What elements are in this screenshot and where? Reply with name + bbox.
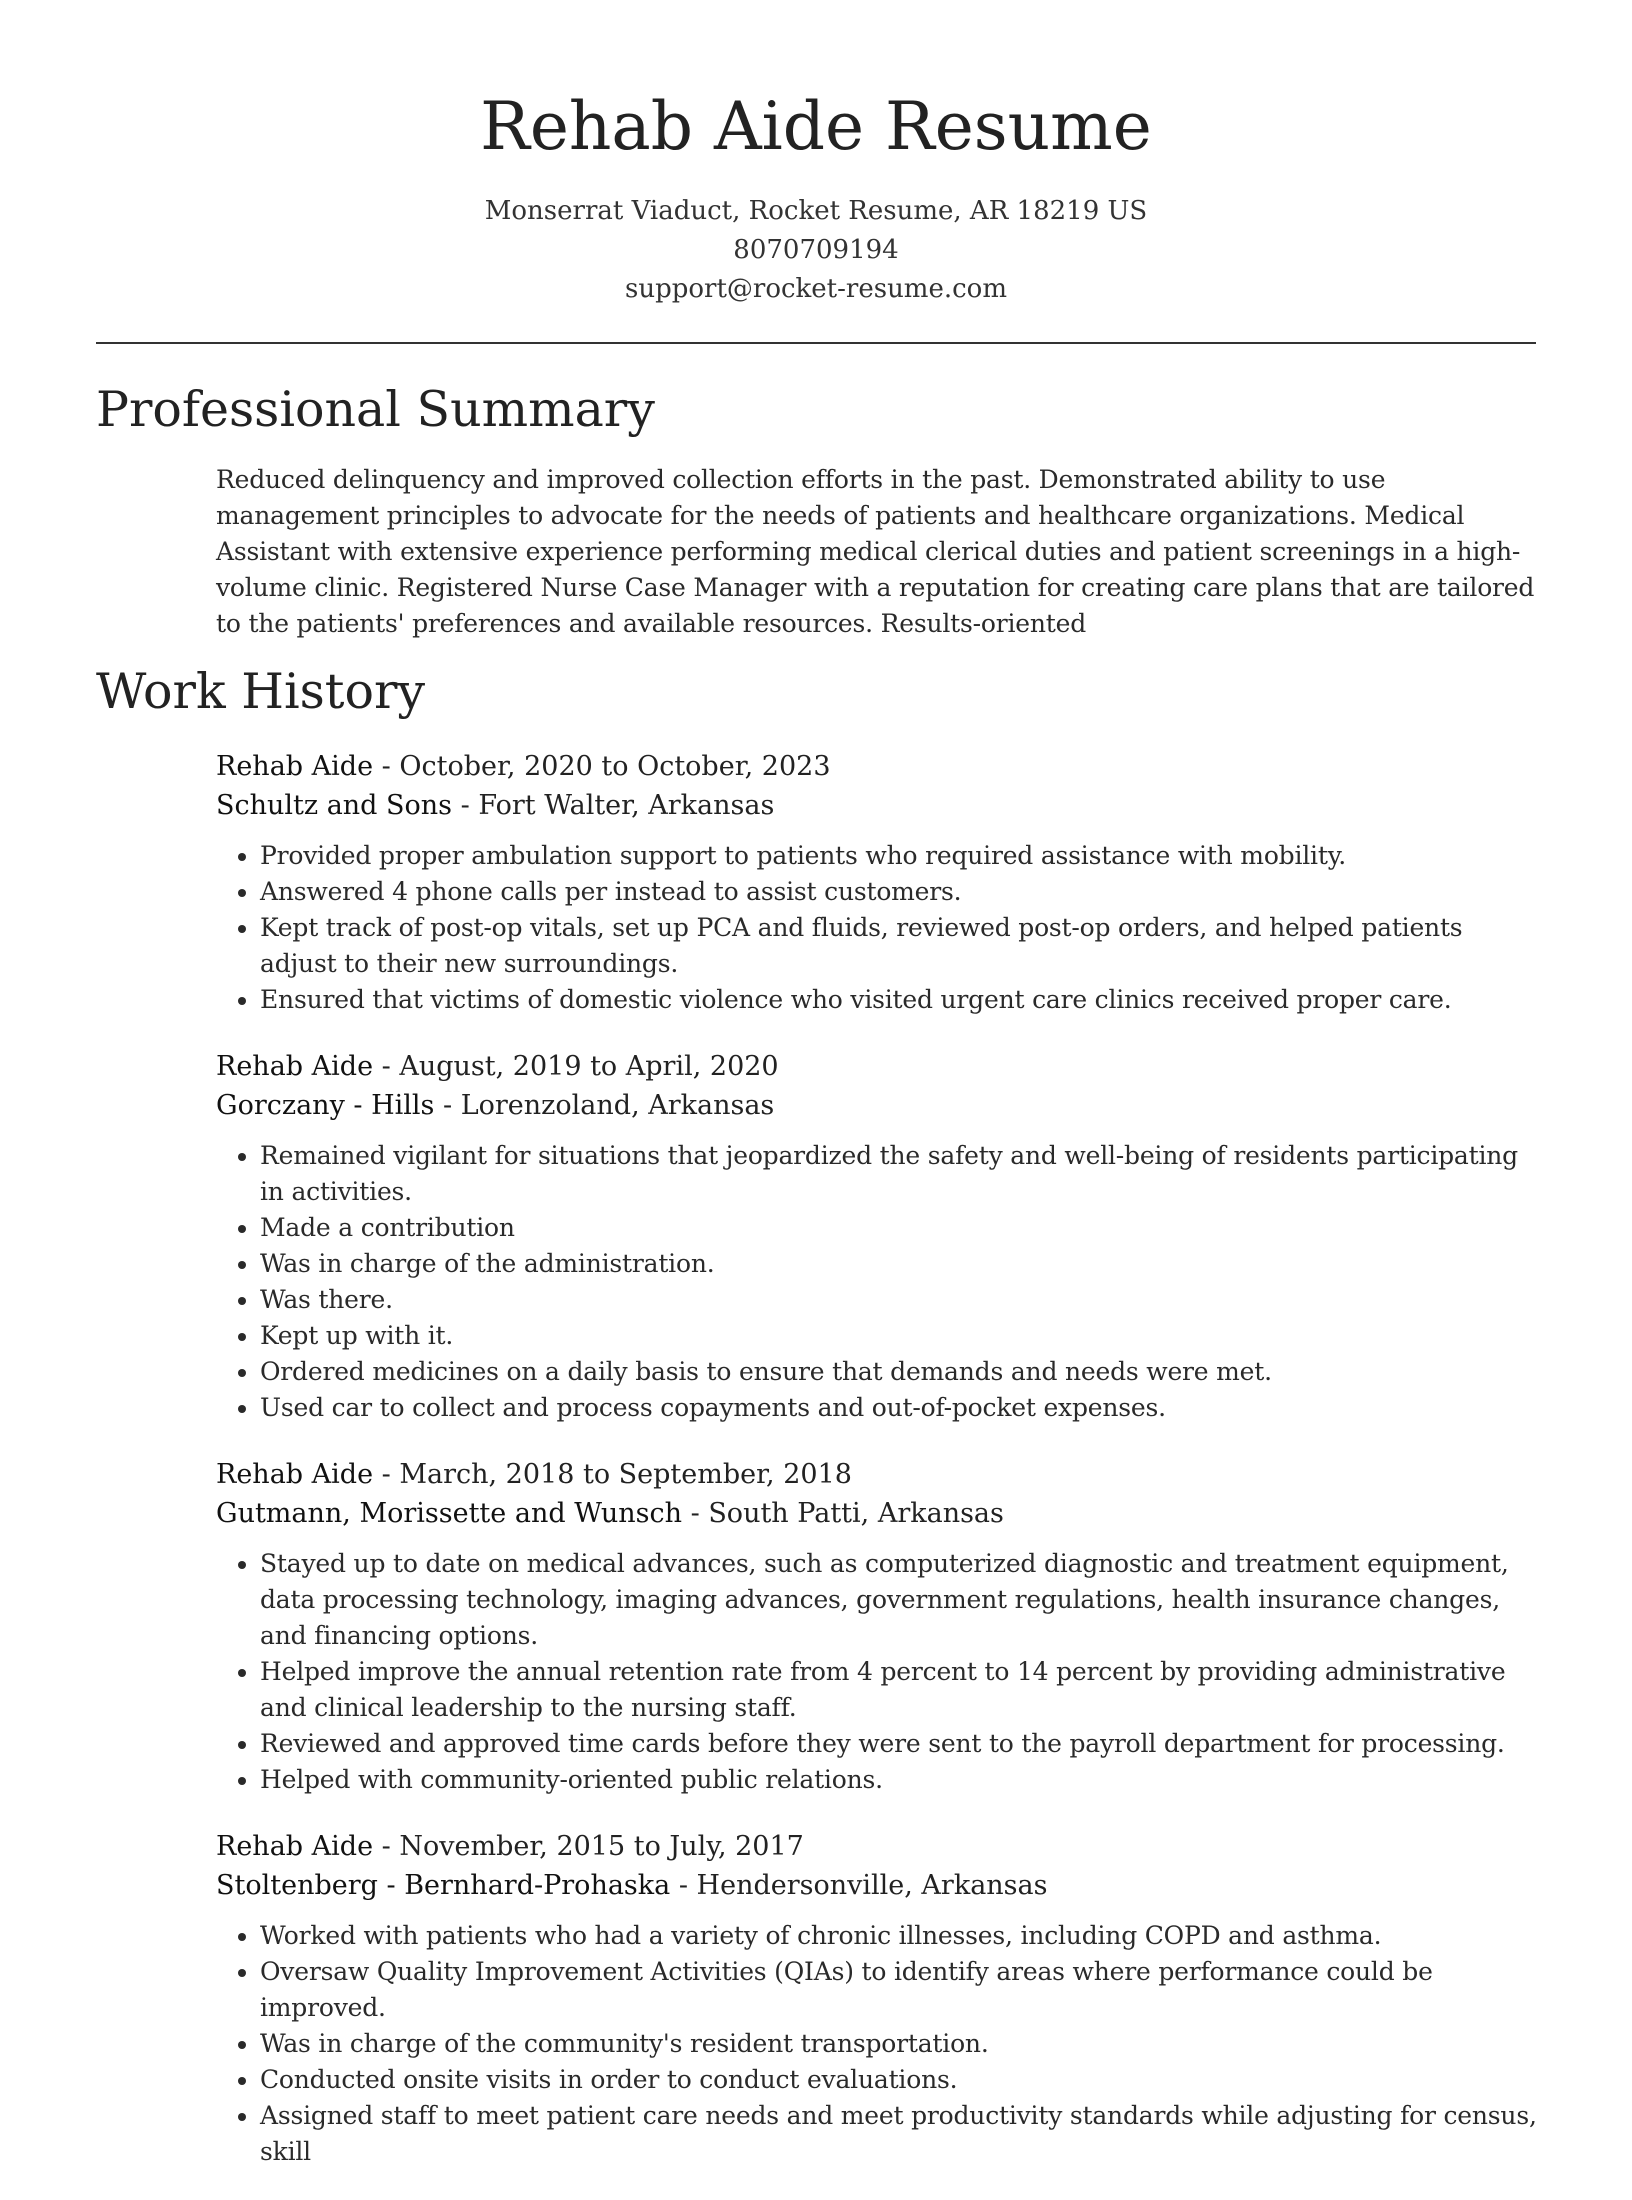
job-bullet: • Helped with community-oriented public relations. <box>260 1762 1546 1798</box>
job-bullet: • Was in charge of the administration. <box>260 1246 1546 1282</box>
work-history-heading: Work History <box>96 663 426 720</box>
job-company: Gutmann, Morissette and Wunsch <box>216 1498 683 1529</box>
separator: - <box>373 1051 400 1082</box>
job-bullet: • Conducted onsite visits in order to conduct evaluations. <box>260 2062 1546 2098</box>
contact-email: support@rocket-resume.com <box>624 274 1007 304</box>
job-bullet: • Ensured that victims of domestic violence who visited urgent care clinics received proper care. <box>260 982 1546 1018</box>
separator: - <box>434 1090 461 1121</box>
job-bullet: • Remained vigilant for situations that jeopardized the safety and well-being of residents participating in activities. <box>260 1138 1546 1210</box>
job-role: Rehab Aide <box>216 751 374 782</box>
job-bullet: • Used car to collect and process copayments and out-of-pocket expenses. <box>260 1390 1546 1426</box>
resume-header <box>0 0 1632 309</box>
job-company: Gorczany - Hills <box>216 1090 435 1121</box>
separator: - <box>373 751 400 782</box>
contact-phone: 8070709194 <box>733 235 899 265</box>
job-title-line <box>216 1828 1546 1866</box>
job-bullet: • Worked with patients who had a variety of chronic illnesses, including COPD and asthma. <box>260 1918 1546 1954</box>
job-location: South Patti, Arkansas <box>708 1498 1004 1529</box>
job-role: Rehab Aide <box>216 1459 374 1490</box>
separator: - <box>670 1870 697 1901</box>
job-company-line <box>216 1866 1546 1906</box>
separator: - <box>373 1459 400 1490</box>
job-company-line <box>216 1494 1546 1534</box>
job-bullet: • Stayed up to date on medical advances, such as computerized diagnostic and treatment equipment, data processing technology, imaging advances, government regulations, health insurance changes, and financing options. <box>260 1546 1546 1654</box>
job-bullets <box>216 1546 1546 1798</box>
job-bullet: • Provided proper ambulation support to patients who required assistance with mobility. <box>260 838 1546 874</box>
job-bullet: • Assigned staff to meet patient care needs and meet productivity standards while adjusting for census, skill <box>260 2098 1546 2170</box>
job-dates: November, 2015 to July, 2017 <box>399 1831 804 1862</box>
job-company: Stoltenberg - Bernhard-Prohaska <box>216 1870 671 1901</box>
job-entry <box>216 1048 1546 1426</box>
job-bullet: • Kept up with it. <box>260 1318 1546 1354</box>
job-bullet: • Was there. <box>260 1282 1546 1318</box>
job-location: Hendersonville, Arkansas <box>696 1870 1048 1901</box>
summary-text: Reduced delinquency and improved collection efforts in the past. Demonstrated ability to use management principles to advocate for the needs of patients and healthcare organizations. Medical Assistant with extensive experience performing medical clerical duties and patient screenings in a high-volume clinic. Registered Nurse Case Manager with a reputation for creating care plans that are tailored to the patients' preferences and available resources. Results-oriented <box>216 465 1535 638</box>
separator: - <box>373 1831 400 1862</box>
separator: - <box>682 1498 709 1529</box>
work-history-list <box>216 748 1546 2200</box>
job-company-line <box>216 1086 1546 1126</box>
job-role: Rehab Aide <box>216 1051 374 1082</box>
summary-heading: Professional Summary <box>96 381 655 438</box>
job-title-line <box>216 748 1546 786</box>
job-bullet: • Answered 4 phone calls per instead to assist customers. <box>260 874 1546 910</box>
job-bullet: • Oversaw Quality Improvement Activities (QIAs) to identify areas where performance could be improved. <box>260 1954 1546 2026</box>
job-entry <box>216 1456 1546 1798</box>
job-bullet: • Ordered medicines on a daily basis to ensure that demands and needs were met. <box>260 1354 1546 1390</box>
job-company: Schultz and Sons <box>216 790 453 821</box>
job-title-line <box>216 1456 1546 1494</box>
job-company-line <box>216 786 1546 826</box>
job-bullet: • Helped improve the annual retention rate from 4 percent to 14 percent by providing administrative and clinical leadership to the nursing staff. <box>260 1654 1546 1726</box>
job-bullet: • Reviewed and approved time cards before they were sent to the payroll department for processing. <box>260 1726 1546 1762</box>
job-bullets <box>216 838 1546 1018</box>
job-bullet: • Kept track of post-op vitals, set up PCA and fluids, reviewed post-op orders, and helped patients adjust to their new surroundings. <box>260 910 1546 982</box>
job-dates: October, 2020 to October, 2023 <box>399 751 831 782</box>
job-location: Fort Walter, Arkansas <box>478 790 775 821</box>
job-title-line <box>216 1048 1546 1086</box>
separator: - <box>452 790 479 821</box>
header-divider <box>96 342 1536 344</box>
job-bullets <box>216 1918 1546 2170</box>
job-role: Rehab Aide <box>216 1831 374 1862</box>
job-location: Lorenzoland, Arkansas <box>460 1090 775 1121</box>
job-bullets <box>216 1138 1546 1426</box>
job-dates: March, 2018 to September, 2018 <box>399 1459 852 1490</box>
job-bullet: • Made a contribution <box>260 1210 1546 1246</box>
job-bullet: • Was in charge of the community's resident transportation. <box>260 2026 1546 2062</box>
job-entry <box>216 748 1546 1018</box>
resume-title: Rehab Aide Resume <box>480 88 1152 165</box>
job-dates: August, 2019 to April, 2020 <box>399 1051 779 1082</box>
contact-block <box>0 192 1632 309</box>
contact-address: Monserrat Viaduct, Rocket Resume, AR 18219 US <box>484 196 1148 226</box>
job-entry <box>216 1828 1546 2170</box>
